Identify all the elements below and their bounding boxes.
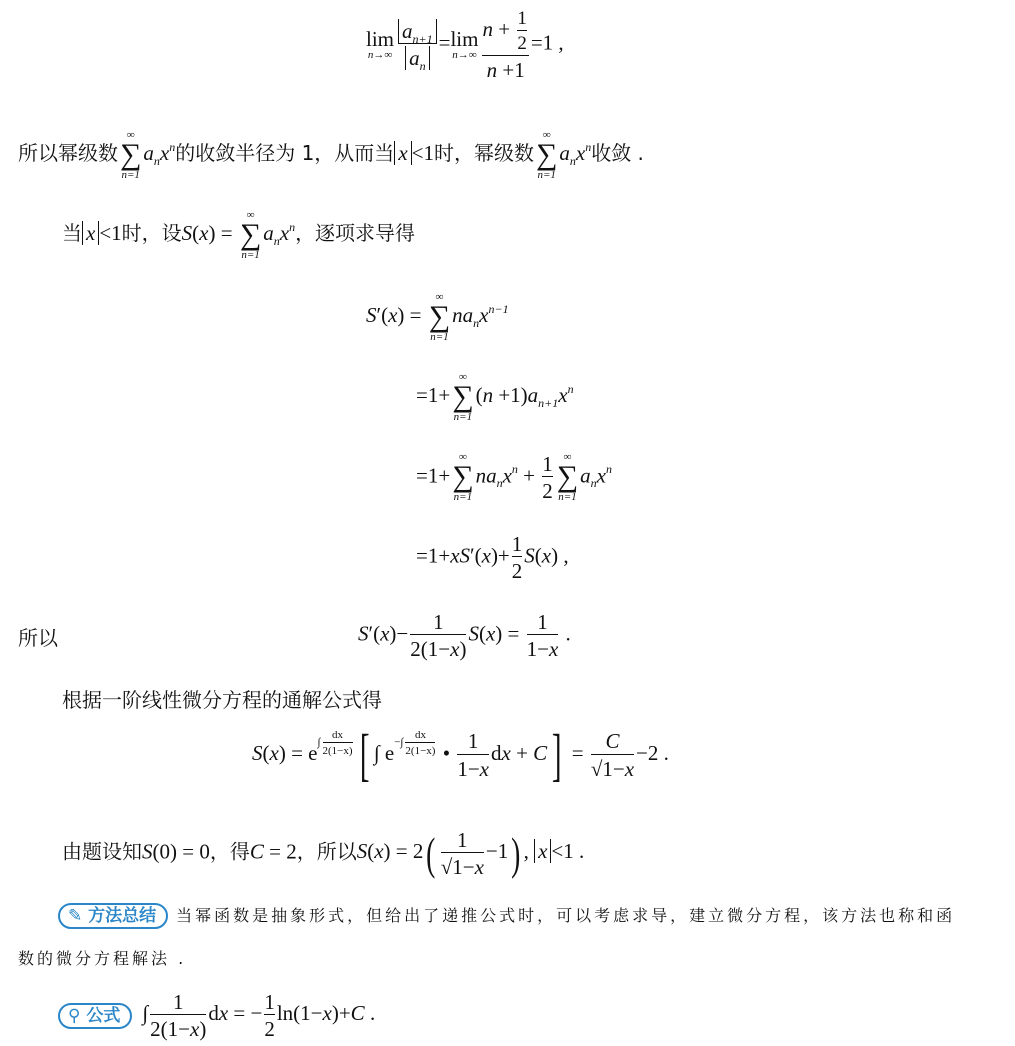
method-summary-line2: 数的微分方程解法 . <box>18 949 187 968</box>
derivative-step-2: =1+ ∞ ∑ n=1 $(n +1)a_{n+1}x^n$ <box>416 371 574 423</box>
method-summary-tag: ✎ 方法总结 <box>58 903 168 929</box>
pen-icon: ✎ <box>68 906 83 926</box>
sum-function-setup: 当 x <1时，设S(x) = ∞ ∑ n=1 $a_nx^n$，逐项求导得 <box>62 209 416 261</box>
ratio-limit-equation: lim n→∞ $\frac{a_{n+1}}{a_n}$ = lim n→∞ n + $\frac{1}{2}$ n +1 =1 , <box>366 8 564 82</box>
link-icon: ⚲ <box>68 1005 81 1026</box>
differential-equation: S′(x)− $\frac{1}{2(1-x)}$ S(x) = $\frac{1}{1-x}$ . <box>358 610 571 662</box>
general-solution-intro: 根据一阶线性微分方程的通解公式得 <box>62 688 382 712</box>
derivative-step-4: =1+xS′(x)+ $\frac{1}{2}$ S(x) , <box>416 532 569 584</box>
derivative-step-1: S′(x) = ∞ ∑ n=1 $na_nx^{n-1}$ <box>366 291 509 343</box>
formula-note <box>58 990 375 1041</box>
radius-conclusion: 所以幂级数 ∞ ∑ n=1 $a_nx^n$的收敛半径为 1，从而当 x <1时，幂级数 ∞ ∑ n=1 $a_nx^n$收敛 . <box>18 129 644 181</box>
method-summary: ✎ 方法总结 当幂函数是抽象形式，但给出了递推公式时，可以考虑求导，建立微分方程，该方法也称和函 <box>58 903 955 929</box>
label-suoyi: 所以 <box>18 626 58 650</box>
derivative-step-3: =1+ ∞ ∑ n=1 $na_nx^n$ + $\frac{1}{2}$ ∞ ∑ n=1 $a_nx^n$ <box>416 451 612 504</box>
integral-formula: ∫ $\frac{1}{2(1-x)}$ dx = − $\frac{1}{2}$ ln(1−x)+C . <box>142 990 376 1042</box>
initial-condition-result: 由题设知S(0) = 0，得C = 2，所以S(x) = 2( $\frac{1}{√1-x}$ −1) , x <1 . <box>62 827 585 880</box>
general-solution-formula: S(x) = e∫ $\frac{dx}{2(1-x)}$ [ ∫ e−∫ $\frac{dx}{2(1-x)}$ • $\frac{1}{1-x}$ dx + C] = $\frac{C}{√1-x}$ −2 . <box>252 722 669 787</box>
formula-tag: ⚲ 公式 <box>58 1003 132 1029</box>
